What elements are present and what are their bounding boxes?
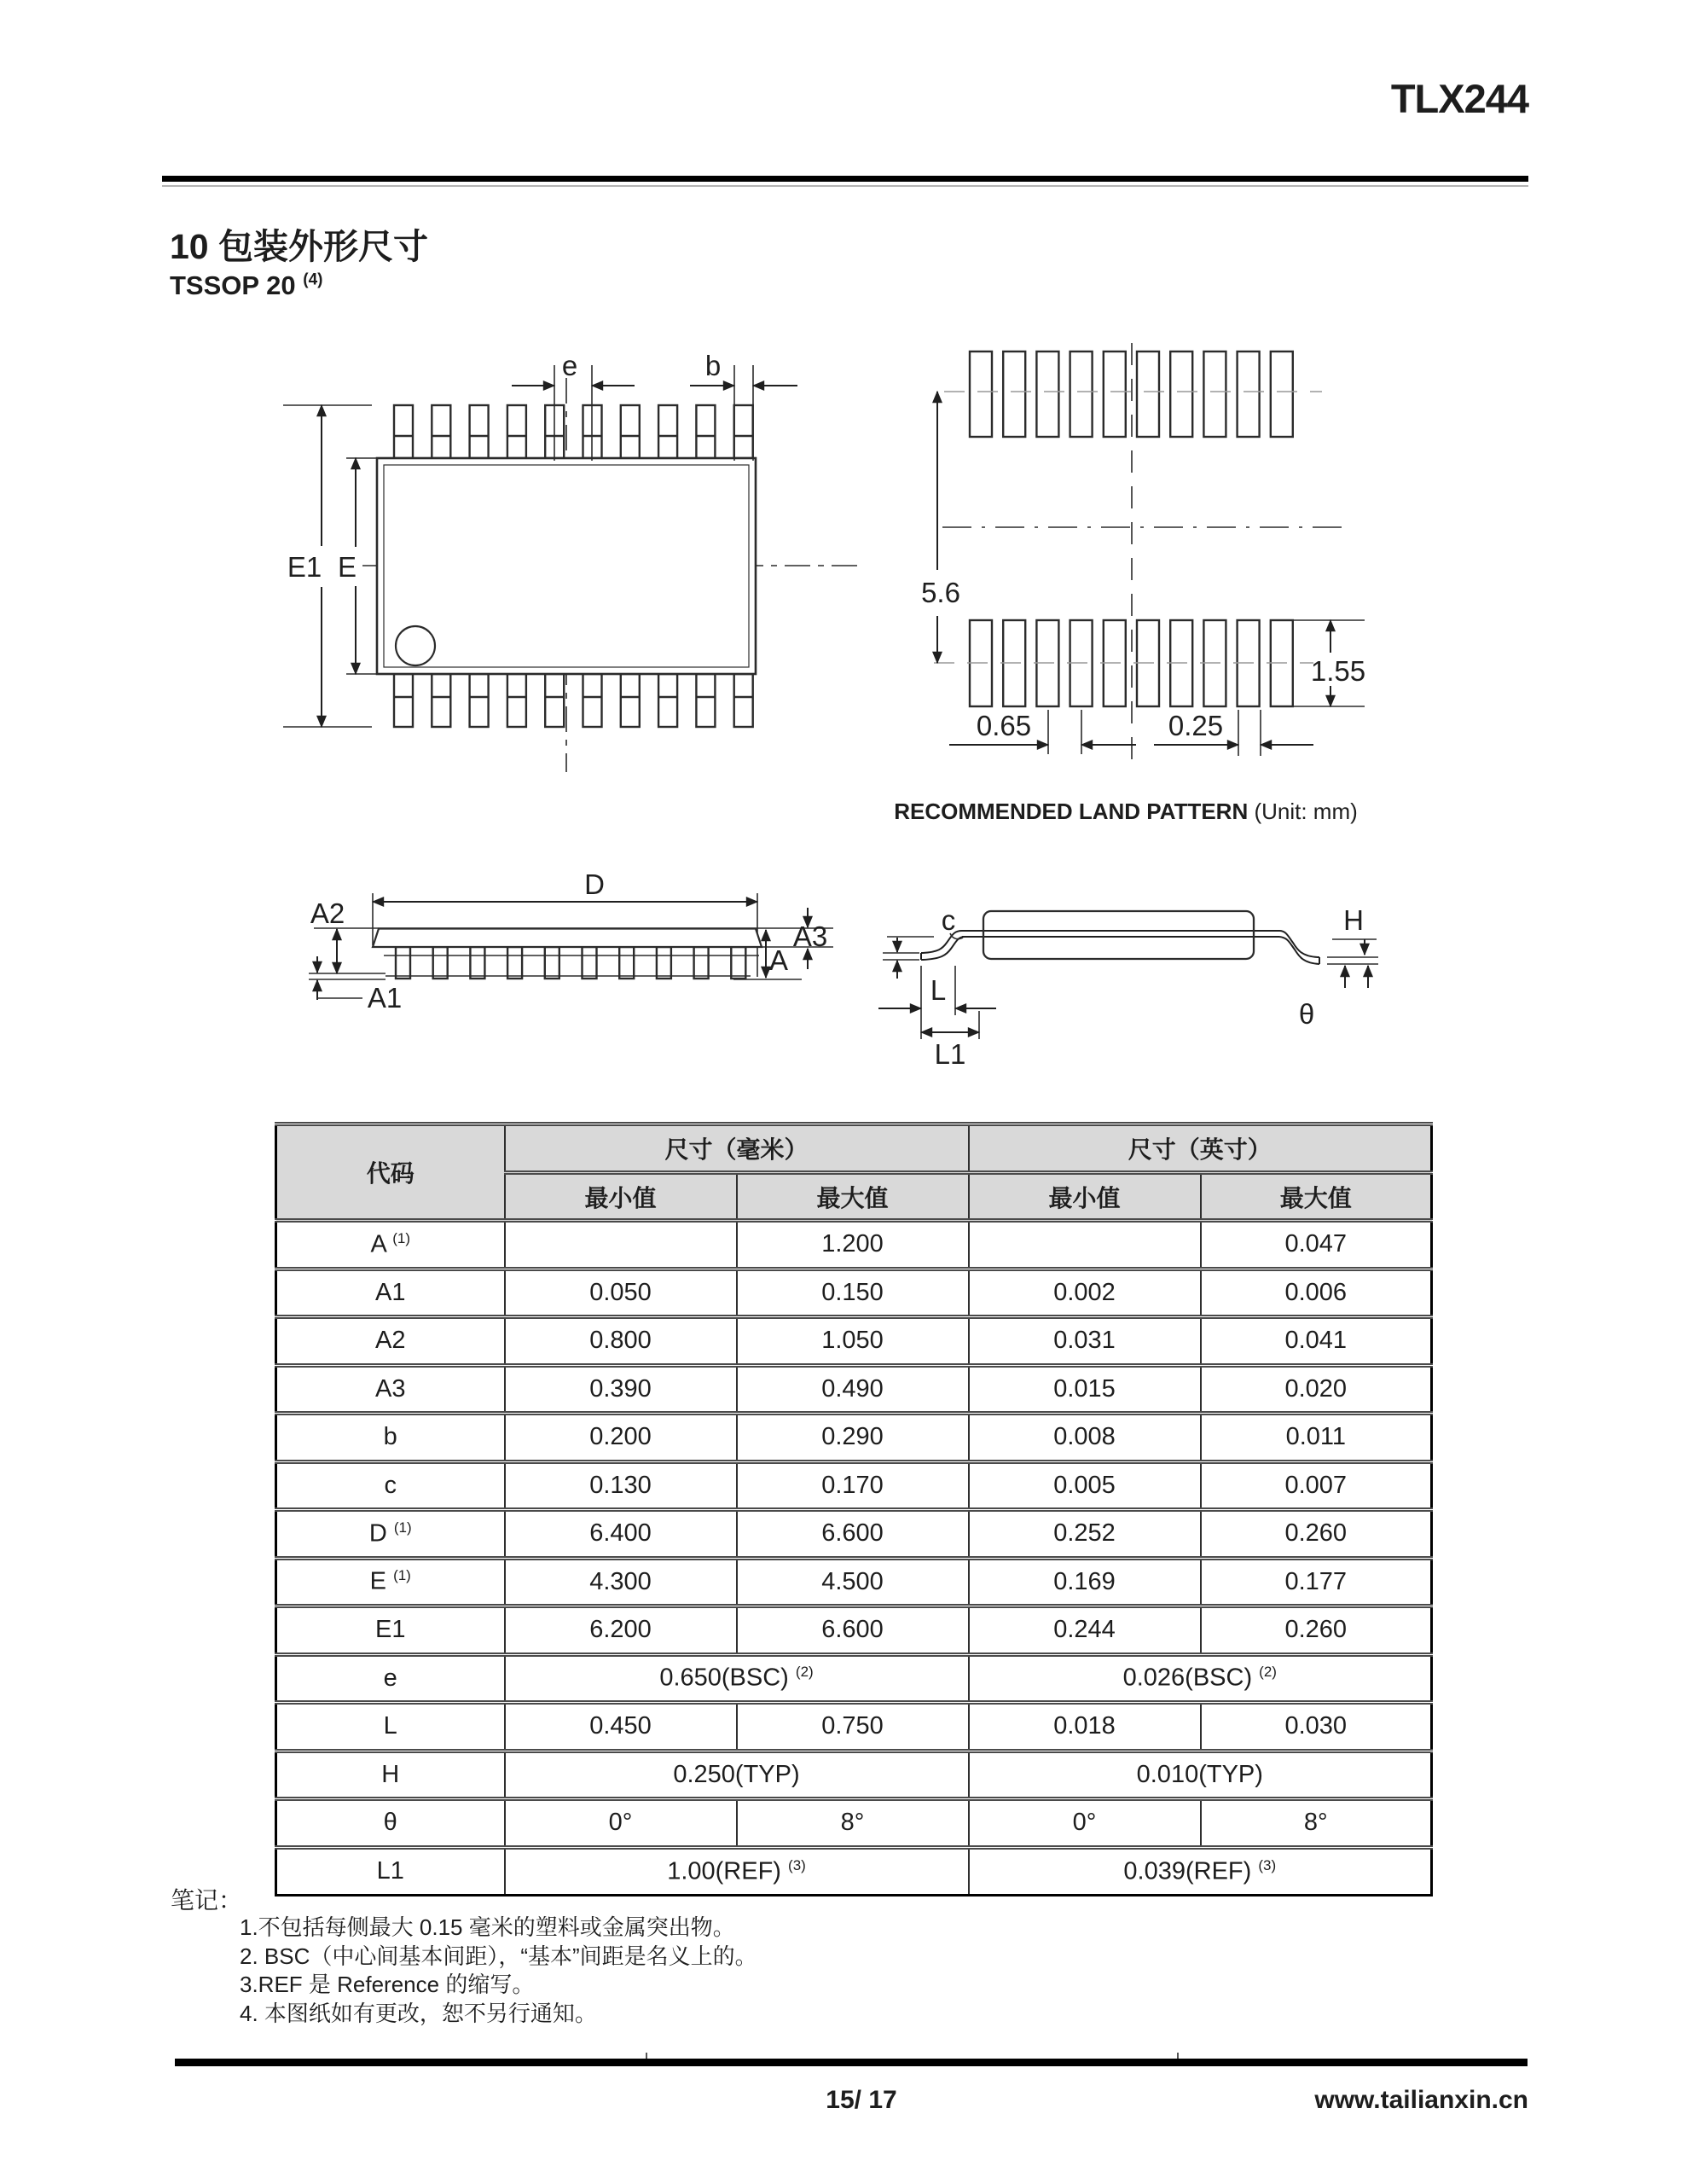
table-cell: 8°: [1201, 1799, 1432, 1848]
header-rule-shadow: [162, 185, 1528, 187]
col-header-in-max: 最大值: [1201, 1173, 1432, 1221]
table-cell: 0.177: [1201, 1558, 1432, 1606]
table-cell: 0.252: [969, 1510, 1201, 1559]
package-footnote-ref: (4): [303, 270, 323, 289]
table-cell: 0.244: [969, 1606, 1201, 1655]
figure-package-front-view: [290, 866, 853, 1019]
table-cell: 1.200: [737, 1221, 969, 1269]
table-cell: 0.030: [1201, 1703, 1432, 1751]
table-cell: 6.600: [737, 1510, 969, 1559]
table-cell: 0.130: [505, 1461, 737, 1510]
table-cell: 1.050: [737, 1317, 969, 1366]
notes-heading: 笔记：: [171, 1887, 243, 1914]
dim-label-0-65: 0.65: [976, 710, 1032, 741]
table-cell: 0.002: [969, 1269, 1201, 1317]
caption-bold: RECOMMENDED LAND PATTERN: [894, 799, 1249, 824]
page-number: 15/ 17: [826, 2086, 897, 2114]
header-rule: [162, 176, 1528, 182]
dim-label-D: D: [584, 868, 605, 900]
table-row: [276, 1558, 1432, 1606]
table-cell: 0.008: [969, 1414, 1201, 1462]
table-cell: E $^{(1)}$: [276, 1558, 505, 1606]
footer-tick: [646, 2053, 647, 2059]
section-title: 10 包装外形尺寸: [170, 227, 428, 266]
table-cell: A1: [276, 1269, 505, 1317]
table-cell: E1: [276, 1606, 505, 1655]
package-body-profile: [983, 911, 1254, 959]
col-header-in-min: 最小值: [969, 1173, 1201, 1221]
col-header-mm-max: 最大值: [737, 1173, 969, 1221]
table-cell: 0.050: [505, 1269, 737, 1317]
table-cell: 0.150: [737, 1269, 969, 1317]
table-cell: 0.020: [1201, 1365, 1432, 1414]
right-lead-top: [1279, 931, 1319, 957]
dimension-table: [275, 1122, 1433, 1896]
land-pattern-caption: [887, 799, 1365, 825]
table-row: [276, 1510, 1432, 1559]
table-row: [276, 1414, 1432, 1462]
table-head: [276, 1124, 1432, 1221]
table-cell: 0.039(REF) $^{(3)}$: [969, 1847, 1432, 1896]
dim-label-c: c: [941, 904, 956, 936]
dim-label-1-55: 1.55: [1310, 655, 1366, 687]
table-cell: 0.250(TYP): [505, 1751, 969, 1799]
table-cell: 0.006: [1201, 1269, 1432, 1317]
table-cell: 0.169: [969, 1558, 1201, 1606]
table-cell: 0.170: [737, 1461, 969, 1510]
table-cell: A2: [276, 1317, 505, 1366]
table-cell: 0.007: [1201, 1461, 1432, 1510]
table-cell: 0.750: [737, 1703, 969, 1751]
table-cell: 0.026(BSC) $^{(2)}$: [969, 1654, 1432, 1703]
dim-label-L1: L1: [934, 1038, 966, 1070]
table-cell: b: [276, 1414, 505, 1462]
pin1-indicator: [396, 626, 435, 665]
table-row: [276, 1606, 1432, 1655]
dim-label-L: L: [930, 974, 947, 1006]
table-cell: H: [276, 1751, 505, 1799]
footer-rule: [175, 2059, 1528, 2066]
table-cell: [969, 1221, 1201, 1269]
table-cell: L: [276, 1703, 505, 1751]
table-cell: 0.200: [505, 1414, 737, 1462]
table-cell: D $^{(1)}$: [276, 1510, 505, 1559]
table-cell: 6.200: [505, 1606, 737, 1655]
dim-label-E: E: [337, 551, 357, 583]
table-cell: A $^{(1)}$: [276, 1221, 505, 1269]
col-header-mm: 尺寸（毫米）: [505, 1124, 969, 1173]
table-cell: L1: [276, 1847, 505, 1896]
document-title: TLX244: [1390, 76, 1528, 121]
table-row: [276, 1847, 1432, 1896]
table-cell: 4.500: [737, 1558, 969, 1606]
table-row: [276, 1703, 1432, 1751]
col-header-inch: 尺寸（英寸）: [969, 1124, 1432, 1173]
table-cell: e: [276, 1654, 505, 1703]
table-cell: 0.290: [737, 1414, 969, 1462]
table-cell: 1.00(REF) $^{(3)}$: [505, 1847, 969, 1896]
table-header-row-units: [276, 1124, 1432, 1173]
table-row: [276, 1461, 1432, 1510]
table-cell: 8°: [737, 1799, 969, 1848]
table-cell: 0.031: [969, 1317, 1201, 1366]
dim-label-5-6: 5.6: [921, 577, 960, 608]
dim-label-theta: θ: [1298, 998, 1315, 1030]
left-lead-bottom: [921, 937, 965, 960]
dim-label-A1: A1: [367, 982, 403, 1014]
table-row: [276, 1654, 1432, 1703]
table-cell: 0.260: [1201, 1606, 1432, 1655]
note-item: 2. BSC（中心间基本间距），“基本”间距是名义上的。: [240, 1943, 757, 1969]
dim-label-A3: A3: [792, 921, 828, 952]
footer-tick: [1177, 2053, 1179, 2059]
table-cell: 4.300: [505, 1558, 737, 1606]
col-header-code: 代码: [276, 1124, 505, 1221]
dim-label-0-25: 0.25: [1168, 710, 1224, 741]
figure-package-top-view: [256, 324, 870, 785]
table-cell: 0°: [505, 1799, 737, 1848]
table-row: [276, 1221, 1432, 1269]
note-item: 4. 本图纸如有更改，恕不另行通知。: [240, 2000, 597, 2026]
table-cell: 0.260: [1201, 1510, 1432, 1559]
table-cell: A3: [276, 1365, 505, 1414]
note-item: 3.REF 是 Reference 的缩写。: [240, 1972, 535, 1997]
col-header-mm-min: 最小值: [505, 1173, 737, 1221]
pin-row-top: [394, 405, 753, 458]
figure-land-pattern: [904, 337, 1399, 828]
table-cell: 0.047: [1201, 1221, 1432, 1269]
table-row: [276, 1317, 1432, 1366]
figure-package-side-view: [861, 883, 1390, 1075]
dim-label-E1: E1: [287, 551, 322, 583]
table-cell: 0.800: [505, 1317, 737, 1366]
table-cell: [505, 1221, 737, 1269]
table-row: [276, 1269, 1432, 1317]
table-cell: 0.010(TYP): [969, 1751, 1432, 1799]
dim-label-e: e: [561, 350, 578, 381]
table-row: [276, 1365, 1432, 1414]
table-cell: 6.600: [737, 1606, 969, 1655]
table-cell: 0.041: [1201, 1317, 1432, 1366]
pin-row-front: [396, 947, 745, 979]
table-cell: θ: [276, 1799, 505, 1848]
table-cell: 0°: [969, 1799, 1201, 1848]
dim-label-A2: A2: [310, 897, 345, 929]
table-cell: 6.400: [505, 1510, 737, 1559]
website-url: www.tailianxin.cn: [1314, 2086, 1528, 2114]
package-subtitle: [170, 270, 322, 301]
table-cell: 0.450: [505, 1703, 737, 1751]
table-cell: 0.011: [1201, 1414, 1432, 1462]
dim-label-H: H: [1343, 904, 1364, 936]
package-body-side: [373, 929, 762, 948]
caption-normal: (Unit: mm): [1248, 799, 1358, 824]
table-row: [276, 1751, 1432, 1799]
pin-row-bottom: [394, 674, 753, 727]
table-cell: c: [276, 1461, 505, 1510]
dim-label-A: A: [769, 944, 789, 976]
table-cell: 0.015: [969, 1365, 1201, 1414]
dim-label-b: b: [704, 350, 722, 381]
table-cell: 0.018: [969, 1703, 1201, 1751]
table-cell: 0.490: [737, 1365, 969, 1414]
note-item: 1.不包括每侧最大 0.15 毫米的塑料或金属突出物。: [240, 1914, 735, 1940]
table-body: [276, 1221, 1432, 1896]
table-cell: 0.650(BSC) $^{(2)}$: [505, 1654, 969, 1703]
table-row: [276, 1799, 1432, 1848]
package-name: TSSOP 20: [170, 270, 296, 300]
notes-list: [240, 1914, 757, 2028]
table-cell: 0.390: [505, 1365, 737, 1414]
table-cell: 0.005: [969, 1461, 1201, 1510]
